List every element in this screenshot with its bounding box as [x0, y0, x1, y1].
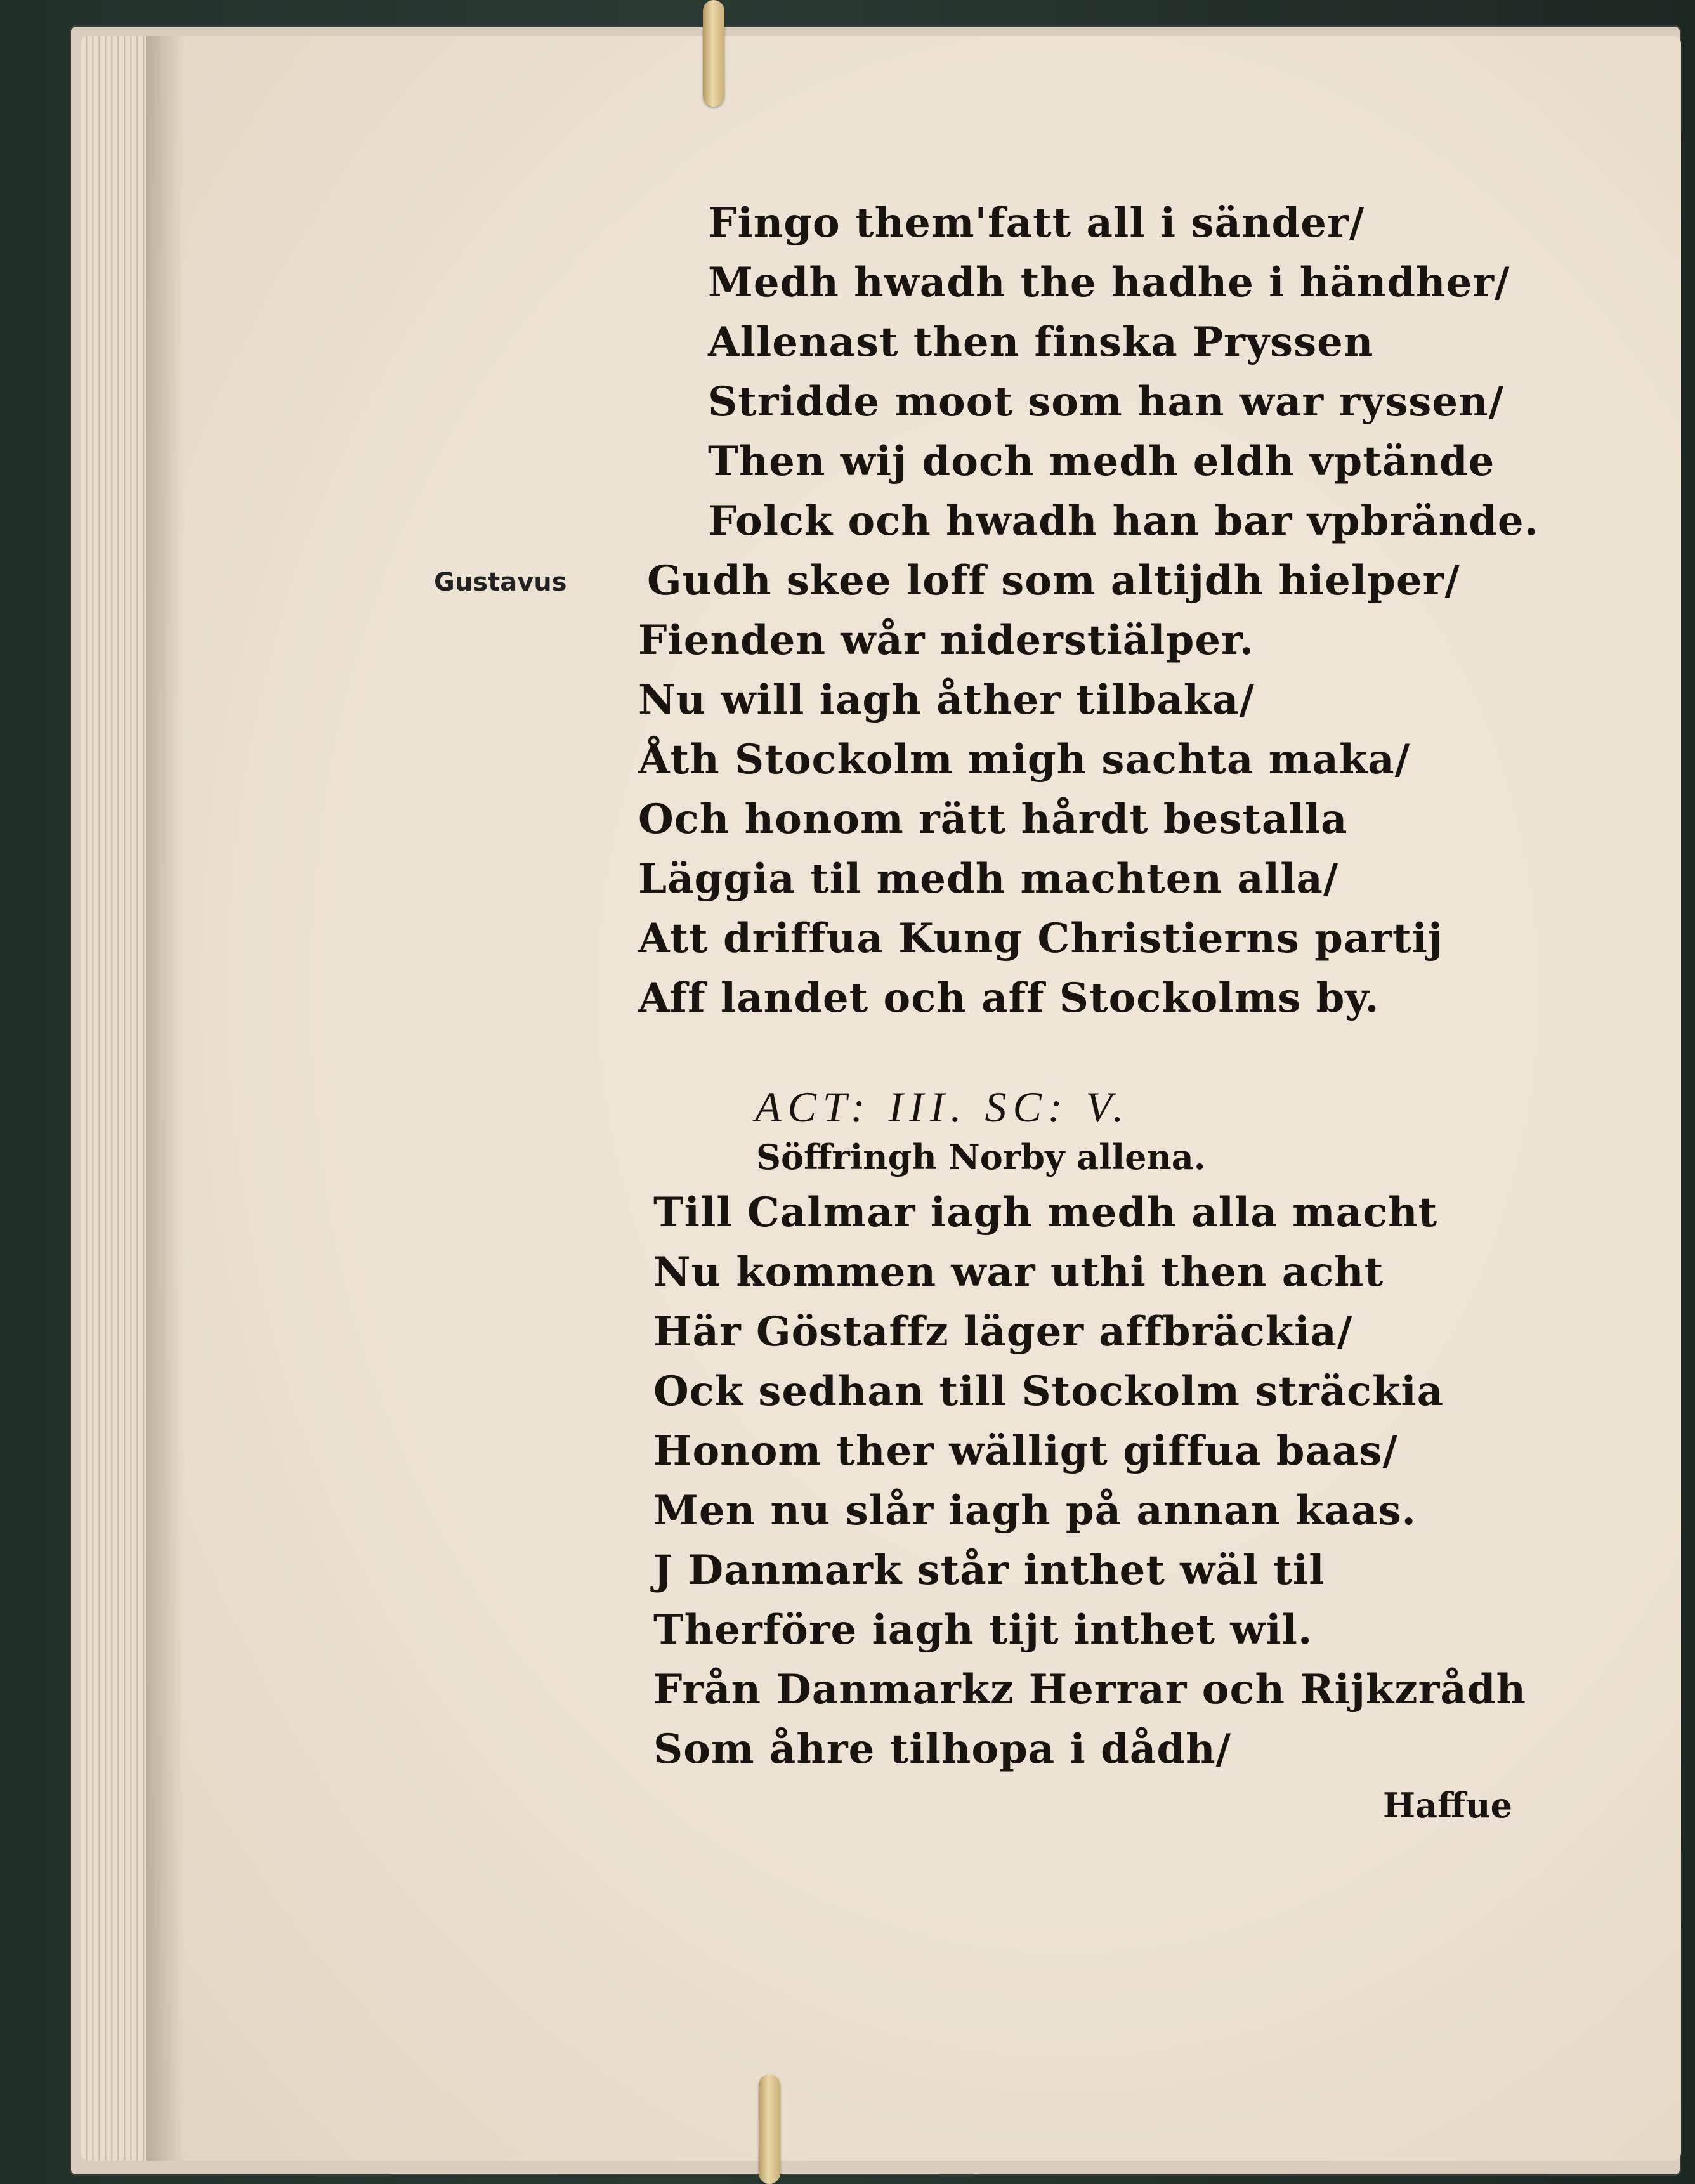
verse-line: Åth Stockolm migh sachta maka/ — [638, 736, 1411, 783]
scene-character-note: Söffringh Norby allena. — [756, 1137, 1206, 1177]
verse-line: Till Calmar iagh medh alla macht — [653, 1189, 1438, 1236]
verse-line: Allenast then finska Pryssen — [708, 318, 1374, 366]
verse-line: Fienden wår niderstiälper. — [638, 617, 1255, 664]
scene-heading: ACT: III. SC: V. — [755, 1083, 1130, 1131]
verse-line: Som åhre tilhopa i dådh/ — [653, 1725, 1231, 1773]
verse-line: Folck och hwadh han bar vpbrände. — [708, 497, 1539, 545]
verse-line: Och honom rätt hårdt bestalla — [638, 795, 1348, 843]
verse-line: Att driffua Kung Christierns partij — [638, 915, 1444, 962]
verse-line: Ock sedhan till Stockolm sträckia — [653, 1368, 1444, 1415]
speaker-name: Gustavus — [434, 568, 567, 597]
verse-line: Här Göstaffz läger affbräckia/ — [653, 1308, 1353, 1356]
verse-line: Honom ther wälligt giffua baas/ — [653, 1427, 1398, 1475]
verse-line: Aff landet och aff Stockolms by. — [638, 974, 1380, 1022]
verse-line: Medh hwadh the hadhe i händher/ — [708, 259, 1510, 306]
verse-line: Men nu slår iagh på annan kaas. — [653, 1487, 1417, 1534]
verse-line: Gudh skee loff som altijdh hielper/ — [647, 557, 1460, 605]
verse-line: Stridde moot som han war ryssen/ — [708, 378, 1504, 426]
verse-line: Nu kommen war uthi then acht — [653, 1248, 1384, 1296]
verse-line: Från Danmarkz Herrar och Rijkzrådh — [653, 1666, 1527, 1713]
verse-line: J Danmark står inthet wäl til — [653, 1546, 1325, 1594]
verse-line: Then wij doch medh eldh vptände — [708, 438, 1495, 485]
catchword: Haffue — [1383, 1785, 1512, 1826]
verse-line: Therföre iagh tijt inthet wil. — [653, 1606, 1313, 1654]
verse-line: Läggia til medh machten alla/ — [638, 855, 1339, 903]
verse-line: Nu will iagh åther tilbaka/ — [638, 676, 1255, 724]
verse-line: Fingo them'fatt all i sänder/ — [708, 199, 1365, 247]
